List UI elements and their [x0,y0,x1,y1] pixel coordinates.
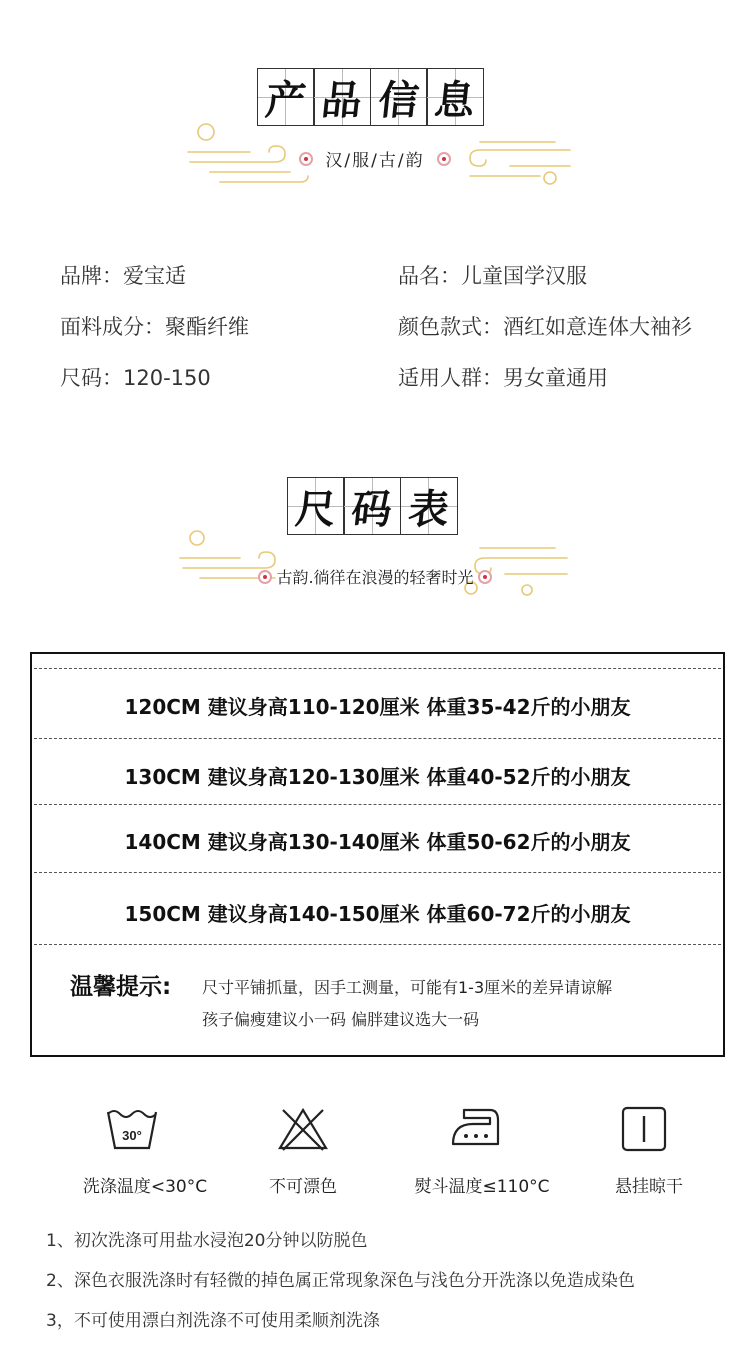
note-1: 1、初次洗涤可用盐水浸泡20分钟以防脱色 [46,1231,368,1251]
plum-flower-icon [437,152,451,166]
size-row-150: 150CM 建议身高140-150厘米 体重60-72斤的小朋友 [124,902,631,926]
divider [34,872,721,873]
iron-icon [450,1106,502,1150]
size-row-120: 120CM 建议身高110-120厘米 体重35-42斤的小朋友 [124,695,631,719]
tip-label: 温馨提示: [70,974,172,1000]
info-color-style: 颜色款式：酒红如意连体大袖衫 [398,315,692,339]
subtitle-text: 汉/服/古/韵 [325,151,425,171]
size-table [30,652,725,1057]
care-label-wash-temp: 洗涤温度<30°C [82,1177,208,1197]
tip-line-2: 孩子偏瘦建议小一码 偏胖建议选大一码 [202,1010,480,1029]
note-2: 2、深色衣服洗涤时有轻微的掉色属正常现象深色与浅色分开洗涤以免造成染色 [46,1271,635,1291]
title-char: 表 [400,477,458,535]
size-chart-title [288,477,458,535]
note-3: 3，不可使用漂白剂洗涤不可使用柔顺剂洗涤 [46,1311,380,1331]
wash-basin-icon [105,1106,159,1152]
size-row-140: 140CM 建议身高130-140厘米 体重50-62斤的小朋友 [124,830,631,854]
info-name: 品名：儿童国学汉服 [398,264,587,288]
info-brand: 品牌：爱宝适 [60,264,186,288]
hang-dry-icon [621,1106,667,1152]
no-bleach-icon [277,1106,329,1152]
care-label-hang-dry: 悬挂晾干 [615,1177,683,1197]
care-label-no-bleach: 不可漂色 [269,1177,337,1197]
divider [34,668,721,669]
plum-flower-icon [299,152,313,166]
divider [34,944,721,945]
title-char: 信 [370,68,428,126]
info-audience: 适用人群：男女童通用 [398,366,608,390]
wash-temp-label: 30° [122,1128,142,1143]
product-info-title [258,68,484,126]
tip-line-1: 尺寸平铺抓量，因手工测量，可能有1-3厘米的差异请谅解 [202,978,613,997]
title-char: 码 [343,477,401,535]
divider [34,804,721,805]
info-size: 尺码：120-150 [60,366,211,390]
title-char: 产 [257,68,315,126]
info-fabric: 面料成分：聚酯纤维 [60,315,249,339]
title-char: 息 [426,68,484,126]
title-char: 品 [313,68,371,126]
size-chart-subtitle [0,565,750,588]
product-info-subtitle [0,146,750,171]
plum-flower-icon [258,570,272,584]
size-row-130: 130CM 建议身高120-130厘米 体重40-52斤的小朋友 [124,765,631,789]
plum-flower-icon [478,570,492,584]
divider [34,738,721,739]
title-char: 尺 [287,477,345,535]
subtitle-text: 古韵.徜徉在浪漫的轻奢时光 [276,568,474,587]
care-label-iron-temp: 熨斗温度≤110°C [414,1177,550,1197]
